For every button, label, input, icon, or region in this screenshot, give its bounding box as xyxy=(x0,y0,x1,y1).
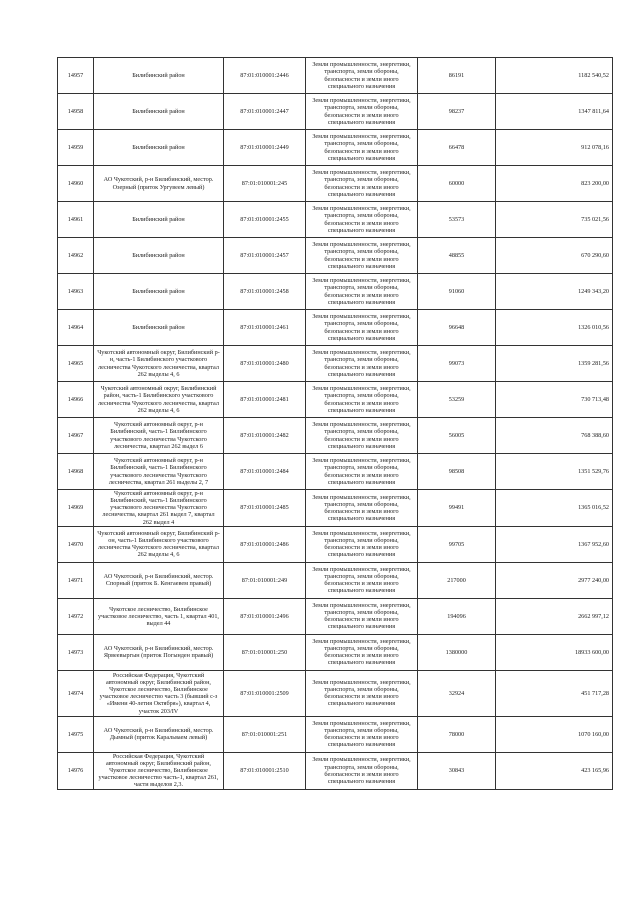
cadastral-value: 730 713,48 xyxy=(496,382,613,418)
table-row xyxy=(58,670,613,716)
record-number: 14964 xyxy=(58,310,94,346)
cadastral-value: 1351 529,76 xyxy=(496,454,613,490)
land-area: 99705 xyxy=(418,526,496,562)
location-address: АО Чукотский, р-н Билибинский, местор. Озерный (приток Ургувеем левый) xyxy=(94,166,224,202)
location-address: АО Чукотский, р-н Билибинский, местор. Ярвеевыргын (приток Погынден правый) xyxy=(94,634,224,670)
land-category: Земли промышленности, энергетики, транспорта, земли обороны, безопасности и земли иного специального назначения xyxy=(306,490,418,527)
table-row xyxy=(58,562,613,598)
land-area: 217000 xyxy=(418,562,496,598)
cadastral-value: 1249 343,20 xyxy=(496,274,613,310)
table-body xyxy=(58,58,613,790)
land-area: 53573 xyxy=(418,202,496,238)
land-category: Земли промышленности, энергетики, транспорта, земли обороны, безопасности и земли иного специального назначения xyxy=(306,346,418,382)
record-number: 14969 xyxy=(58,490,94,527)
land-area: 91060 xyxy=(418,274,496,310)
cadastral-number: 87:01:010001:2447 xyxy=(224,94,306,130)
land-category: Земли промышленности, энергетики, транспорта, земли обороны, безопасности и земли иного специального назначения xyxy=(306,274,418,310)
land-category: Земли промышленности, энергетики, транспорта, земли обороны, безопасности и земли иного специального назначения xyxy=(306,130,418,166)
cadastral-value: 768 388,60 xyxy=(496,418,613,454)
cadastral-value: 670 290,60 xyxy=(496,238,613,274)
cadastral-number: 87:01:010001:2486 xyxy=(224,526,306,562)
record-number: 14961 xyxy=(58,202,94,238)
location-address: Билибинский район xyxy=(94,310,224,346)
cadastral-value: 451 717,28 xyxy=(496,670,613,716)
land-area: 53259 xyxy=(418,382,496,418)
table-row xyxy=(58,130,613,166)
land-category: Земли промышленности, энергетики, транспорта, земли обороны, безопасности и земли иного специального назначения xyxy=(306,58,418,94)
table-row xyxy=(58,634,613,670)
table-row xyxy=(58,58,613,94)
land-area: 98508 xyxy=(418,454,496,490)
land-category: Земли промышленности, энергетики, транспорта, земли обороны, безопасности и земли иного специального назначения xyxy=(306,382,418,418)
land-category: Земли промышленности, энергетики, транспорта, земли обороны, безопасности и земли иного специального назначения xyxy=(306,752,418,789)
cadastral-number: 87:01:010001:2510 xyxy=(224,752,306,789)
record-number: 14962 xyxy=(58,238,94,274)
land-area: 96648 xyxy=(418,310,496,346)
record-number: 14970 xyxy=(58,526,94,562)
table-row xyxy=(58,490,613,527)
cadastral-value: 823 200,00 xyxy=(496,166,613,202)
cadastral-value: 1347 811,64 xyxy=(496,94,613,130)
cadastral-value: 735 021,56 xyxy=(496,202,613,238)
cadastral-number: 87:01:010001:249 xyxy=(224,562,306,598)
cadastral-value: 1326 010,56 xyxy=(496,310,613,346)
table-row xyxy=(58,418,613,454)
table-row xyxy=(58,166,613,202)
location-address: АО Чукотский, р-н Билибинский, местор. Дымный (приток Каральваем левый) xyxy=(94,716,224,752)
table-row xyxy=(58,526,613,562)
cadastral-number: 87:01:010001:245 xyxy=(224,166,306,202)
cadastral-value: 912 078,16 xyxy=(496,130,613,166)
land-area: 194096 xyxy=(418,598,496,634)
cadastral-number: 87:01:010001:2480 xyxy=(224,346,306,382)
cadastral-number: 87:01:010001:2446 xyxy=(224,58,306,94)
cadastral-number: 87:01:010001:251 xyxy=(224,716,306,752)
cadastral-number: 87:01:010001:2496 xyxy=(224,598,306,634)
record-number: 14968 xyxy=(58,454,94,490)
cadastral-value: 1070 160,00 xyxy=(496,716,613,752)
land-area: 48855 xyxy=(418,238,496,274)
record-number: 14958 xyxy=(58,94,94,130)
location-address: Билибинский район xyxy=(94,238,224,274)
cadastral-value: 1365 016,52 xyxy=(496,490,613,527)
location-address: Чукотский автономный округ, р-н Билибинский, часть-1 Билибинского участкового лесничества Чукотского лесничества, квартал 261 выделы 2, 7 xyxy=(94,454,224,490)
cadastral-number: 87:01:010001:2461 xyxy=(224,310,306,346)
land-category: Земли промышленности, энергетики, транспорта, земли обороны, безопасности и земли иного специального назначения xyxy=(306,238,418,274)
land-area: 30843 xyxy=(418,752,496,789)
cadastral-value: 1182 540,52 xyxy=(496,58,613,94)
table-row xyxy=(58,94,613,130)
land-area: 56005 xyxy=(418,418,496,454)
land-category: Земли промышленности, энергетики, транспорта, земли обороны, безопасности и земли иного специального назначения xyxy=(306,202,418,238)
land-area: 78000 xyxy=(418,716,496,752)
cadastral-value: 423 165,96 xyxy=(496,752,613,789)
land-category: Земли промышленности, энергетики, транспорта, земли обороны, безопасности и земли иного специального назначения xyxy=(306,166,418,202)
cadastral-value: 18933 600,00 xyxy=(496,634,613,670)
record-number: 14966 xyxy=(58,382,94,418)
cadastral-number: 87:01:010001:2481 xyxy=(224,382,306,418)
cadastral-value: 2662 997,12 xyxy=(496,598,613,634)
record-number: 14963 xyxy=(58,274,94,310)
table-row xyxy=(58,752,613,789)
cadastral-number: 87:01:010001:2484 xyxy=(224,454,306,490)
cadastral-value: 1367 952,60 xyxy=(496,526,613,562)
land-registry-table xyxy=(57,57,613,790)
location-address: Чукотский автономный округ, Билибинский р-н, часть-1 Билибинского участкового лесничества Чукотского лесничества, квартал 262 выделы 4, 6 xyxy=(94,346,224,382)
land-area: 1380000 xyxy=(418,634,496,670)
location-address: Билибинский район xyxy=(94,130,224,166)
land-category: Земли промышленности, энергетики, транспорта, земли обороны, безопасности и земли иного специального назначения xyxy=(306,634,418,670)
table-row xyxy=(58,454,613,490)
location-address: Чукотское лесничество, Билибинское участковое лесничество, часть 1, квартал 401, выдел 44 xyxy=(94,598,224,634)
table-row xyxy=(58,310,613,346)
record-number: 14974 xyxy=(58,670,94,716)
location-address: Российская Федерация, Чукотский автономный округ, Билибинский район, Чукотское лесничество, Билибинское участковое лесничество часть-1, квартал 261, части выделов 2,3. xyxy=(94,752,224,789)
table-row xyxy=(58,238,613,274)
location-address: Чукотский автономный округ, р-н Билибинский, часть-1 Билибинского участкового лесничества Чукотского лесничества, квартал 261 выдел 7, квартал 262 выдел 4 xyxy=(94,490,224,527)
cadastral-number: 87:01:010001:2457 xyxy=(224,238,306,274)
land-area: 60000 xyxy=(418,166,496,202)
table-row xyxy=(58,346,613,382)
record-number: 14960 xyxy=(58,166,94,202)
record-number: 14971 xyxy=(58,562,94,598)
land-area: 99491 xyxy=(418,490,496,527)
cadastral-number: 87:01:010001:2482 xyxy=(224,418,306,454)
cadastral-number: 87:01:010001:2458 xyxy=(224,274,306,310)
location-address: Чукотский автономный округ, Билибинский район, часть-1 Билибинского участкового лесничества Чукотского лесничества, квартал 262 выделы 4, 6 xyxy=(94,382,224,418)
land-area: 99073 xyxy=(418,346,496,382)
cadastral-value: 2977 240,00 xyxy=(496,562,613,598)
record-number: 14976 xyxy=(58,752,94,789)
land-category: Земли промышленности, энергетики, транспорта, земли обороны, безопасности и земли иного специального назначения xyxy=(306,562,418,598)
land-category: Земли промышленности, энергетики, транспорта, земли обороны, безопасности и земли иного специального назначения xyxy=(306,670,418,716)
land-area: 98237 xyxy=(418,94,496,130)
land-category: Земли промышленности, энергетики, транспорта, земли обороны, безопасности и земли иного специального назначения xyxy=(306,526,418,562)
table-row xyxy=(58,274,613,310)
land-category: Земли промышленности, энергетики, транспорта, земли обороны, безопасности и земли иного специального назначения xyxy=(306,716,418,752)
location-address: Билибинский район xyxy=(94,202,224,238)
location-address: АО Чукотский, р-н Билибинский, местор. Спорный (приток Б. Кенгаевем правый) xyxy=(94,562,224,598)
record-number: 14965 xyxy=(58,346,94,382)
record-number: 14973 xyxy=(58,634,94,670)
land-category: Земли промышленности, энергетики, транспорта, земли обороны, безопасности и земли иного специального назначения xyxy=(306,94,418,130)
land-category: Земли промышленности, энергетики, транспорта, земли обороны, безопасности и земли иного специального назначения xyxy=(306,454,418,490)
land-area: 32924 xyxy=(418,670,496,716)
record-number: 14972 xyxy=(58,598,94,634)
location-address: Билибинский район xyxy=(94,58,224,94)
cadastral-number: 87:01:010001:2455 xyxy=(224,202,306,238)
record-number: 14967 xyxy=(58,418,94,454)
cadastral-value: 1359 281,56 xyxy=(496,346,613,382)
land-area: 86191 xyxy=(418,58,496,94)
table-row xyxy=(58,202,613,238)
cadastral-number: 87:01:010001:2449 xyxy=(224,130,306,166)
land-category: Земли промышленности, энергетики, транспорта, земли обороны, безопасности и земли иного специального назначения xyxy=(306,310,418,346)
record-number: 14957 xyxy=(58,58,94,94)
cadastral-number: 87:01:010001:2485 xyxy=(224,490,306,527)
table-row xyxy=(58,382,613,418)
location-address: Билибинский район xyxy=(94,274,224,310)
land-area: 66478 xyxy=(418,130,496,166)
location-address: Чукотский автономный округ, Билибинский р-он, часть-1 Билибинского участкового лесничества Чукотского лесничества, квартал 262 выделы 4, 6 xyxy=(94,526,224,562)
location-address: Чукотский автономный округ, р-н Билибинский, часть-1 Билибинского участкового лесничества Чукотского лесничества, квартал 262 выдел 6 xyxy=(94,418,224,454)
land-category: Земли промышленности, энергетики, транспорта, земли обороны, безопасности и земли иного специального назначения xyxy=(306,418,418,454)
record-number: 14959 xyxy=(58,130,94,166)
land-category: Земли промышленности, энергетики, транспорта, земли обороны, безопасности и земли иного специального назначения xyxy=(306,598,418,634)
record-number: 14975 xyxy=(58,716,94,752)
location-address: Российская Федерация, Чукотский автономный округ, Билибинский район, Чукотское лесничество, Билибинское участковое лесничество часть 3 (бывший с-з «Имени 40-летия Октября»), квартал 4, участок 203/IV xyxy=(94,670,224,716)
cadastral-number: 87:01:010001:2509 xyxy=(224,670,306,716)
cadastral-number: 87:01:010001:250 xyxy=(224,634,306,670)
table-row xyxy=(58,716,613,752)
table-row xyxy=(58,598,613,634)
location-address: Билибинский район xyxy=(94,94,224,130)
